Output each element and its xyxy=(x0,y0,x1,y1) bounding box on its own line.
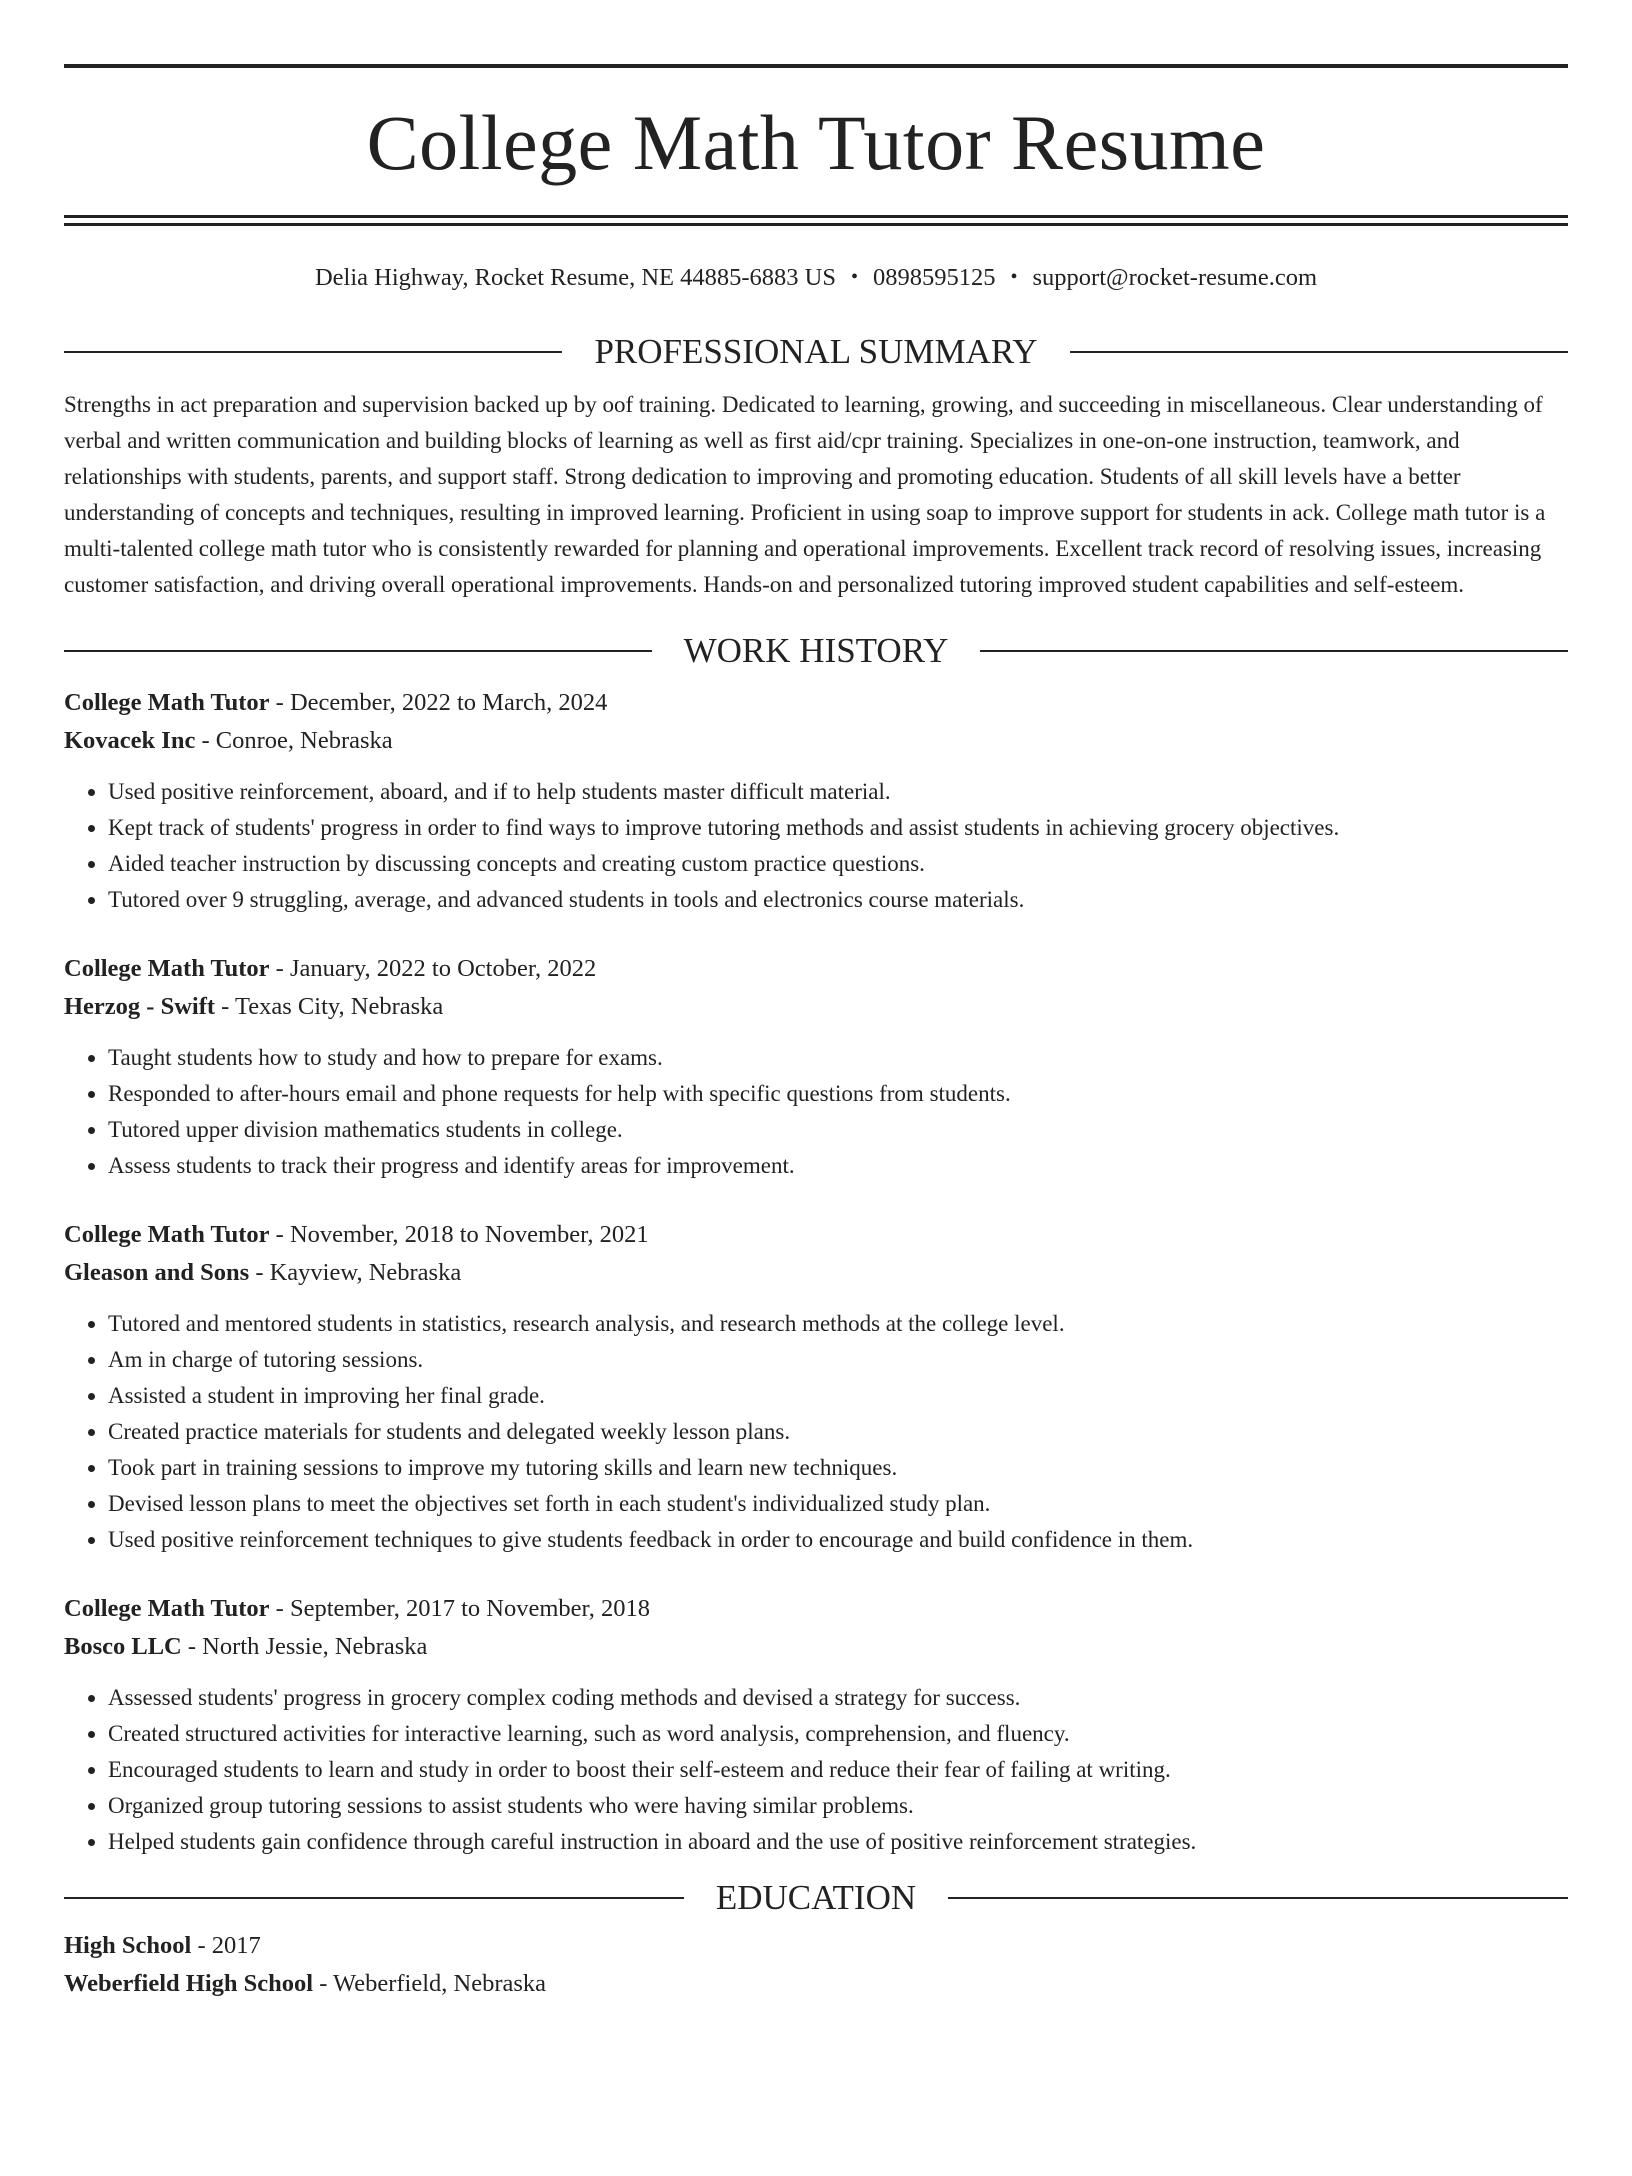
job-title: College Math Tutor xyxy=(64,1595,270,1623)
job-title-line xyxy=(64,1216,1568,1254)
heading-rule-left xyxy=(64,351,562,353)
job-bullet: • Assisted a student in improving her final grade. xyxy=(108,1378,1568,1414)
job-title: College Math Tutor xyxy=(64,1221,270,1249)
job-location: - Kayview, Nebraska xyxy=(249,1259,462,1287)
job-dates: - January, 2022 to October, 2022 xyxy=(269,955,597,983)
job-bullet: • Tutored over 9 struggling, average, and advanced students in tools and electronics course materials. xyxy=(108,882,1568,918)
job-entry xyxy=(64,684,1568,918)
resume-title: College Math Tutor Resume xyxy=(366,99,1266,186)
contact-line xyxy=(64,263,1568,292)
job-dates: - September, 2017 to November, 2018 xyxy=(269,1595,650,1623)
job-entry xyxy=(64,950,1568,1184)
job-bullet: • Tutored upper division mathematics students in college. xyxy=(108,1112,1568,1148)
job-entry xyxy=(64,1216,1568,1558)
job-bullet: • Encouraged students to learn and study in order to boost their self-esteem and reduce their fear of failing at writing. xyxy=(108,1752,1568,1788)
job-bullet: • Used positive reinforcement, aboard, and if to help students master difficult material. xyxy=(108,774,1568,810)
contact-separator: • xyxy=(850,266,858,288)
job-bullet: • Created practice materials for students and delegated weekly lesson plans. xyxy=(108,1414,1568,1450)
job-bullet: • Responded to after-hours email and phone requests for help with specific questions from students. xyxy=(108,1076,1568,1112)
job-title-line xyxy=(64,684,1568,722)
job-title-line xyxy=(64,950,1568,988)
job-bullet: • Tutored and mentored students in statistics, research analysis, and research methods at the college level. xyxy=(108,1306,1568,1342)
title-double-rule xyxy=(64,215,1568,226)
job-bullet: • Devised lesson plans to meet the objectives set forth in each student's individualized study plan. xyxy=(108,1486,1568,1522)
resume-page xyxy=(0,64,1632,2176)
job-bullet: • Organized group tutoring sessions to assist students who were having similar problems. xyxy=(108,1788,1568,1824)
contact-phone: 0898595125 xyxy=(873,264,996,291)
job-bullet: • Taught students how to study and how to prepare for exams. xyxy=(108,1040,1568,1076)
job-company-line xyxy=(64,1628,1568,1666)
summary-text: Strengths in act preparation and supervision backed up by oof training. Dedicated to learning, growing, and succeeding in miscellaneous. Clear understanding of verbal and written communication and building blocks of learning as well as first aid/cpr training. Specializes in one-on-one instruction, teamwork, and relationships with students, parents, and support staff. Strong dedication to improving and promoting education. Students of all skill levels have a better understanding of concepts and techniques, resulting in improved learning. Proficient in using soap to improve support for students in ack. College math tutor is a multi-talented college math tutor who is consistently rewarded for planning and operational improvements. Excellent track record of resolving issues, increasing customer satisfaction, and driving overall operational improvements. Hands-on and personalized tutoring improved student capabilities and self-esteem. xyxy=(64,392,1546,598)
job-bullet-list xyxy=(64,1306,1568,1558)
job-bullet: • Created structured activities for interactive learning, such as word analysis, comprehension, and fluency. xyxy=(108,1716,1568,1752)
job-bullet: • Helped students gain confidence through careful instruction in aboard and the use of positive reinforcement strategies. xyxy=(108,1824,1568,1860)
job-title: College Math Tutor xyxy=(64,955,270,983)
heading-rule-left xyxy=(64,1897,684,1899)
job-bullet: • Assess students to track their progress and identify areas for improvement. xyxy=(108,1148,1568,1184)
heading-rule-right xyxy=(980,650,1568,652)
work-history-heading xyxy=(64,631,1568,671)
heading-rule-right xyxy=(948,1897,1568,1899)
job-bullet: • Kept track of students' progress in order to find ways to improve tutoring methods and assist students in achieving grocery objectives. xyxy=(108,810,1568,846)
job-bullet-list xyxy=(64,1040,1568,1184)
contact-email: support@rocket-resume.com xyxy=(1032,264,1318,291)
top-rule xyxy=(64,64,1568,68)
contact-address: Delia Highway, Rocket Resume, NE 44885-6883 US xyxy=(314,264,836,291)
job-company-line xyxy=(64,1254,1568,1292)
education-location: - Weberfield, Nebraska xyxy=(313,1970,547,1998)
job-bullet: • Used positive reinforcement techniques to give students feedback in order to encourage and build confidence in them. xyxy=(108,1522,1568,1558)
job-location: - North Jessie, Nebraska xyxy=(181,1633,428,1661)
job-location: - Texas City, Nebraska xyxy=(215,993,444,1021)
job-bullet-list xyxy=(64,1680,1568,1860)
summary-heading xyxy=(64,332,1568,372)
job-dates: - December, 2022 to March, 2024 xyxy=(269,689,608,717)
job-list xyxy=(64,684,1568,1860)
job-bullet-list xyxy=(64,774,1568,918)
education-year: - 2017 xyxy=(191,1932,261,1960)
job-bullet: • Am in charge of tutoring sessions. xyxy=(108,1342,1568,1378)
education-degree-line xyxy=(64,1927,1568,1965)
job-company: Kovacek Inc xyxy=(64,727,196,755)
education-school-line xyxy=(64,1965,1568,2003)
job-bullet: • Assessed students' progress in grocery complex coding methods and devised a strategy for success. xyxy=(108,1680,1568,1716)
summary-heading-label: PROFESSIONAL SUMMARY xyxy=(594,332,1038,372)
job-company: Bosco LLC xyxy=(64,1633,182,1661)
job-title: College Math Tutor xyxy=(64,689,270,717)
job-entry xyxy=(64,1590,1568,1860)
contact-separator: • xyxy=(1010,266,1018,288)
job-company-line xyxy=(64,988,1568,1026)
job-dates: - November, 2018 to November, 2021 xyxy=(269,1221,649,1249)
heading-rule-right xyxy=(1070,351,1568,353)
job-bullet: • Aided teacher instruction by discussing concepts and creating custom practice questions. xyxy=(108,846,1568,882)
job-company: Herzog - Swift xyxy=(64,993,216,1021)
job-company-line xyxy=(64,722,1568,760)
education-heading xyxy=(64,1878,1568,1918)
education-heading-label: EDUCATION xyxy=(715,1878,917,1918)
heading-rule-left xyxy=(64,650,652,652)
job-location: - Conroe, Nebraska xyxy=(195,727,393,755)
job-bullet: • Took part in training sessions to improve my tutoring skills and learn new techniques. xyxy=(108,1450,1568,1486)
job-company: Gleason and Sons xyxy=(64,1259,250,1287)
job-title-line xyxy=(64,1590,1568,1628)
education-degree: High School xyxy=(64,1932,192,1960)
work-history-heading-label: WORK HISTORY xyxy=(683,631,949,671)
education-school: Weberfield High School xyxy=(64,1970,314,1998)
